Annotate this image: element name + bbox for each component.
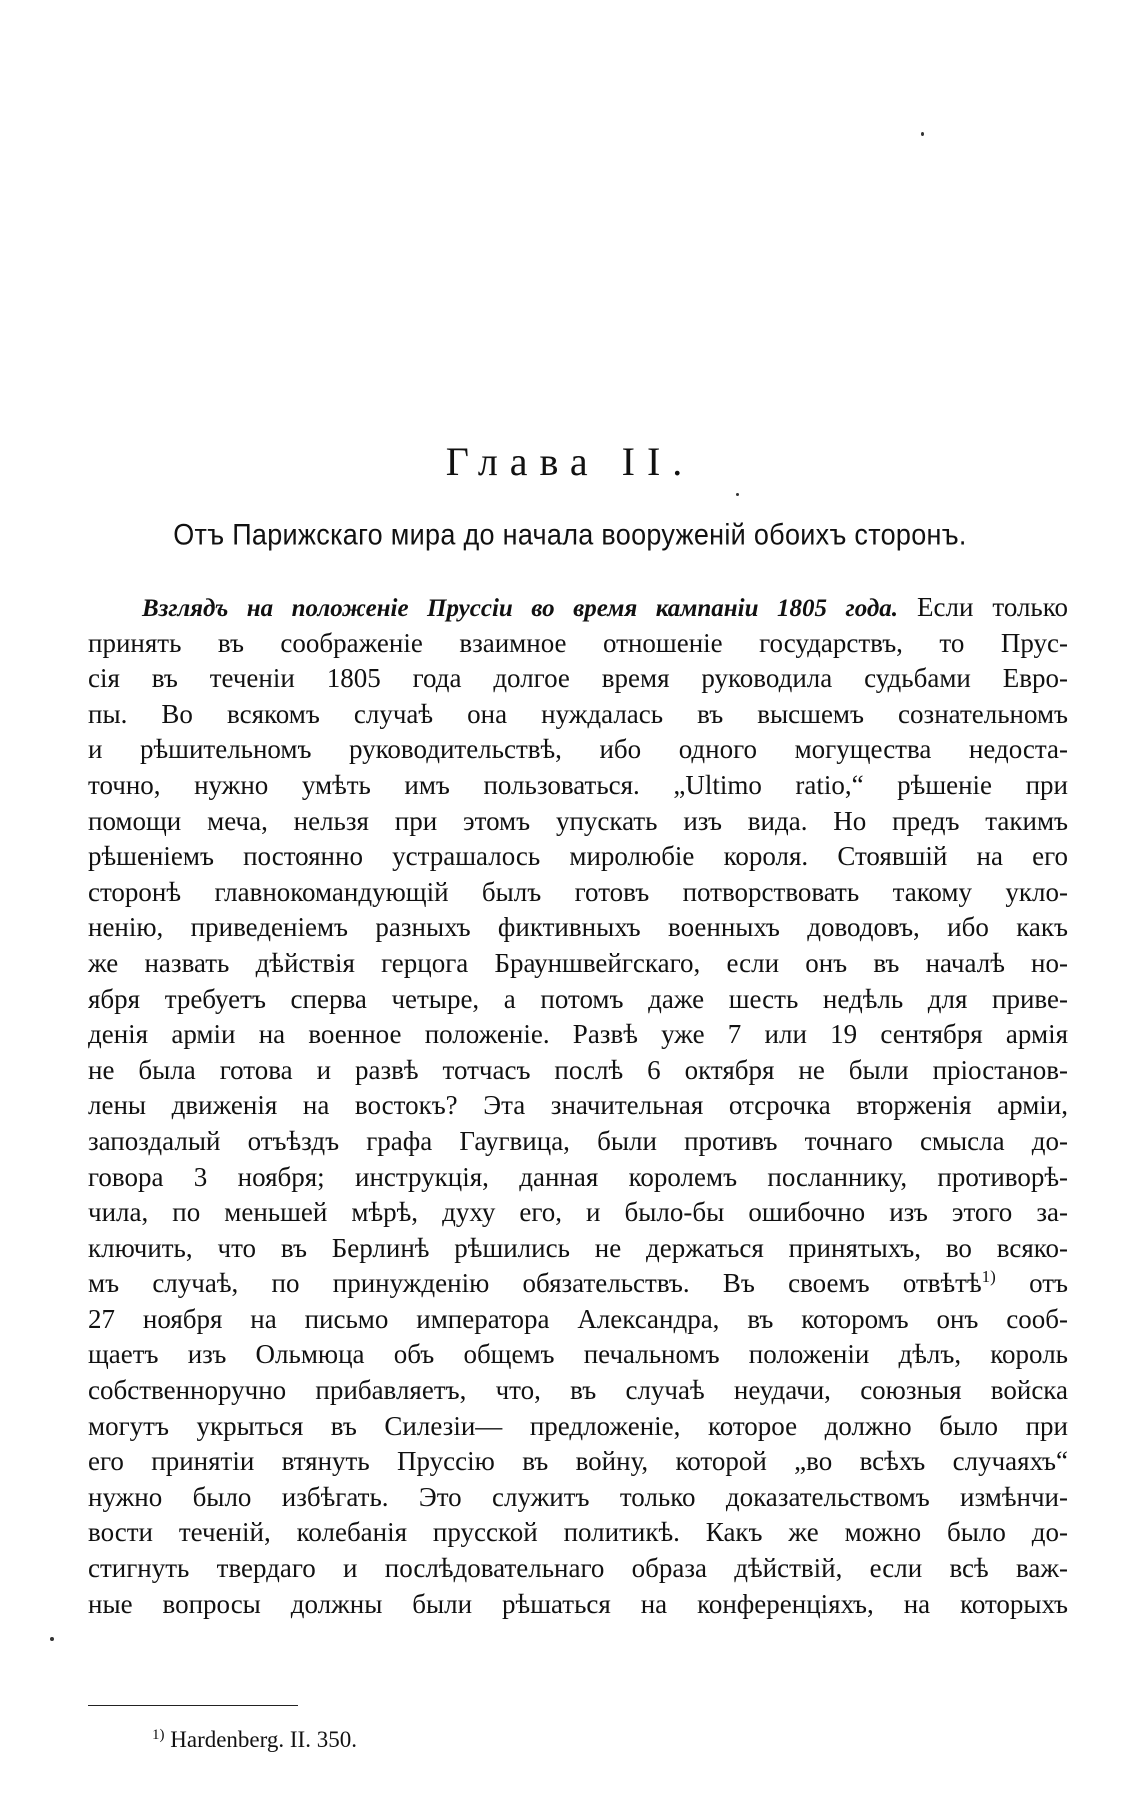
text-line: ября требуетъ сперва четыре, а потомъ даже шесть недѣль для приве- xyxy=(88,983,1068,1014)
scan-speck xyxy=(921,132,924,136)
text-line: сторонѣ главнокомандующій былъ готовъ потворствовать такому укло- xyxy=(88,876,1068,907)
text-line: ключить, что въ Берлинѣ рѣшились не держаться принятыхъ, во всяко- xyxy=(88,1232,1068,1263)
text-line: нужно было избѣгать. Это служитъ только доказательствомъ измѣнчи- xyxy=(88,1481,1068,1512)
text-line: принять въ соображеніе взаимное отношеніе государствъ, то Прус- xyxy=(88,627,1068,658)
text-line: 27 ноября на письмо императора Александра, въ которомъ онъ сооб- xyxy=(88,1303,1068,1334)
footnote-text: Hardenberg. II. 350. xyxy=(170,1727,357,1752)
footnote-ref-line-text: мъ случаѣ, по принужденію обязательствъ. Въ своемъ отвѣтѣ xyxy=(88,1268,982,1299)
text-line: же назвать дѣйствія герцога Брауншвейгскаго, если онъ въ началѣ но- xyxy=(88,947,1068,978)
text-line: ные вопросы должны были рѣшаться на конференціяхъ, на которыхъ xyxy=(88,1588,1068,1619)
text-line: точно, нужно умѣть имъ пользоваться. „Ultimo ratio,“ рѣшеніе при xyxy=(88,769,1068,800)
chapter-title: Отъ Парижскаго мира до начала вооруженій обоихъ сторонъ. xyxy=(173,518,967,552)
first-line-rest: Если только xyxy=(917,592,1068,622)
footnote-divider xyxy=(88,1705,298,1706)
text-line: чила, по меньшей мѣрѣ, духу его, и было-бы ошибочно изъ этого за- xyxy=(88,1197,1068,1228)
text-line: помощи меча, нельзя при этомъ упускать изъ вида. Но предъ такимъ xyxy=(88,805,1068,836)
text-line: ненію, приведеніемъ разныхъ фиктивныхъ военныхъ доводовъ, ибо какъ xyxy=(88,912,1068,943)
text-line: щаетъ изъ Ольмюца объ общемъ печальномъ положеніи дѣлъ, король xyxy=(88,1339,1068,1370)
footnote-ref-line-rest: отъ xyxy=(1029,1268,1068,1299)
text-line: пы. Во всякомъ случаѣ она нуждалась въ высшемъ сознательномъ xyxy=(88,698,1068,729)
side-heading: Взглядъ на положеніе Пруссіи во время кампаніи 1805 года. xyxy=(142,595,899,622)
text-line: вости теченій, колебанія прусской политикѣ. Какъ же можно было до- xyxy=(88,1517,1068,1548)
text-line: сія въ теченіи 1805 года долгое время руководила судьбами Евро- xyxy=(88,663,1068,694)
footnote-ref-marker[interactable]: 1) xyxy=(981,1267,996,1287)
footnote xyxy=(152,1727,357,1753)
text-line: собственноручно прибавляетъ, что, въ случаѣ неудачи, союзныя войска xyxy=(88,1375,1068,1406)
text-line: могутъ укрыться въ Силезіи— предложеніе, которое должно было при xyxy=(88,1410,1068,1441)
text-line: стигнуть твердаго и послѣдовательнаго образа дѣйствій, если всѣ важ- xyxy=(88,1553,1068,1584)
text-line: лены движенія на востокъ? Эта значительная отсрочка вторженія арміи, xyxy=(88,1090,1068,1121)
text-line: запоздалый отъѣздъ графа Гаугвица, были противъ точнаго смысла до- xyxy=(88,1125,1068,1156)
text-line: его принятіи втянуть Пруссію въ войну, которой „во всѣхъ случаяхъ“ xyxy=(88,1446,1068,1477)
text-line: говора 3 ноября; инструкція, данная королемъ посланнику, противорѣ- xyxy=(88,1161,1068,1192)
scan-speck xyxy=(736,493,739,496)
body-paragraph xyxy=(88,590,1068,1622)
scan-speck xyxy=(50,1637,54,1641)
text-line: не была готова и развѣ тотчасъ послѣ 6 октября не были пріостанов- xyxy=(88,1054,1068,1085)
text-line: денія арміи на военное положеніе. Развѣ уже 7 или 19 сентября армія xyxy=(88,1019,1068,1050)
paragraph-first-line xyxy=(88,590,1068,626)
footnote-ref-line xyxy=(88,1266,1068,1302)
chapter-heading: Глава II. xyxy=(445,439,695,484)
footnote-marker: 1) xyxy=(152,1727,165,1743)
text-line: рѣшеніемъ постоянно устрашалось миролюбіе короля. Стоявшій на его xyxy=(88,841,1068,872)
text-line: и рѣшительномъ руководительствѣ, ибо одного могущества недоста- xyxy=(88,734,1068,765)
